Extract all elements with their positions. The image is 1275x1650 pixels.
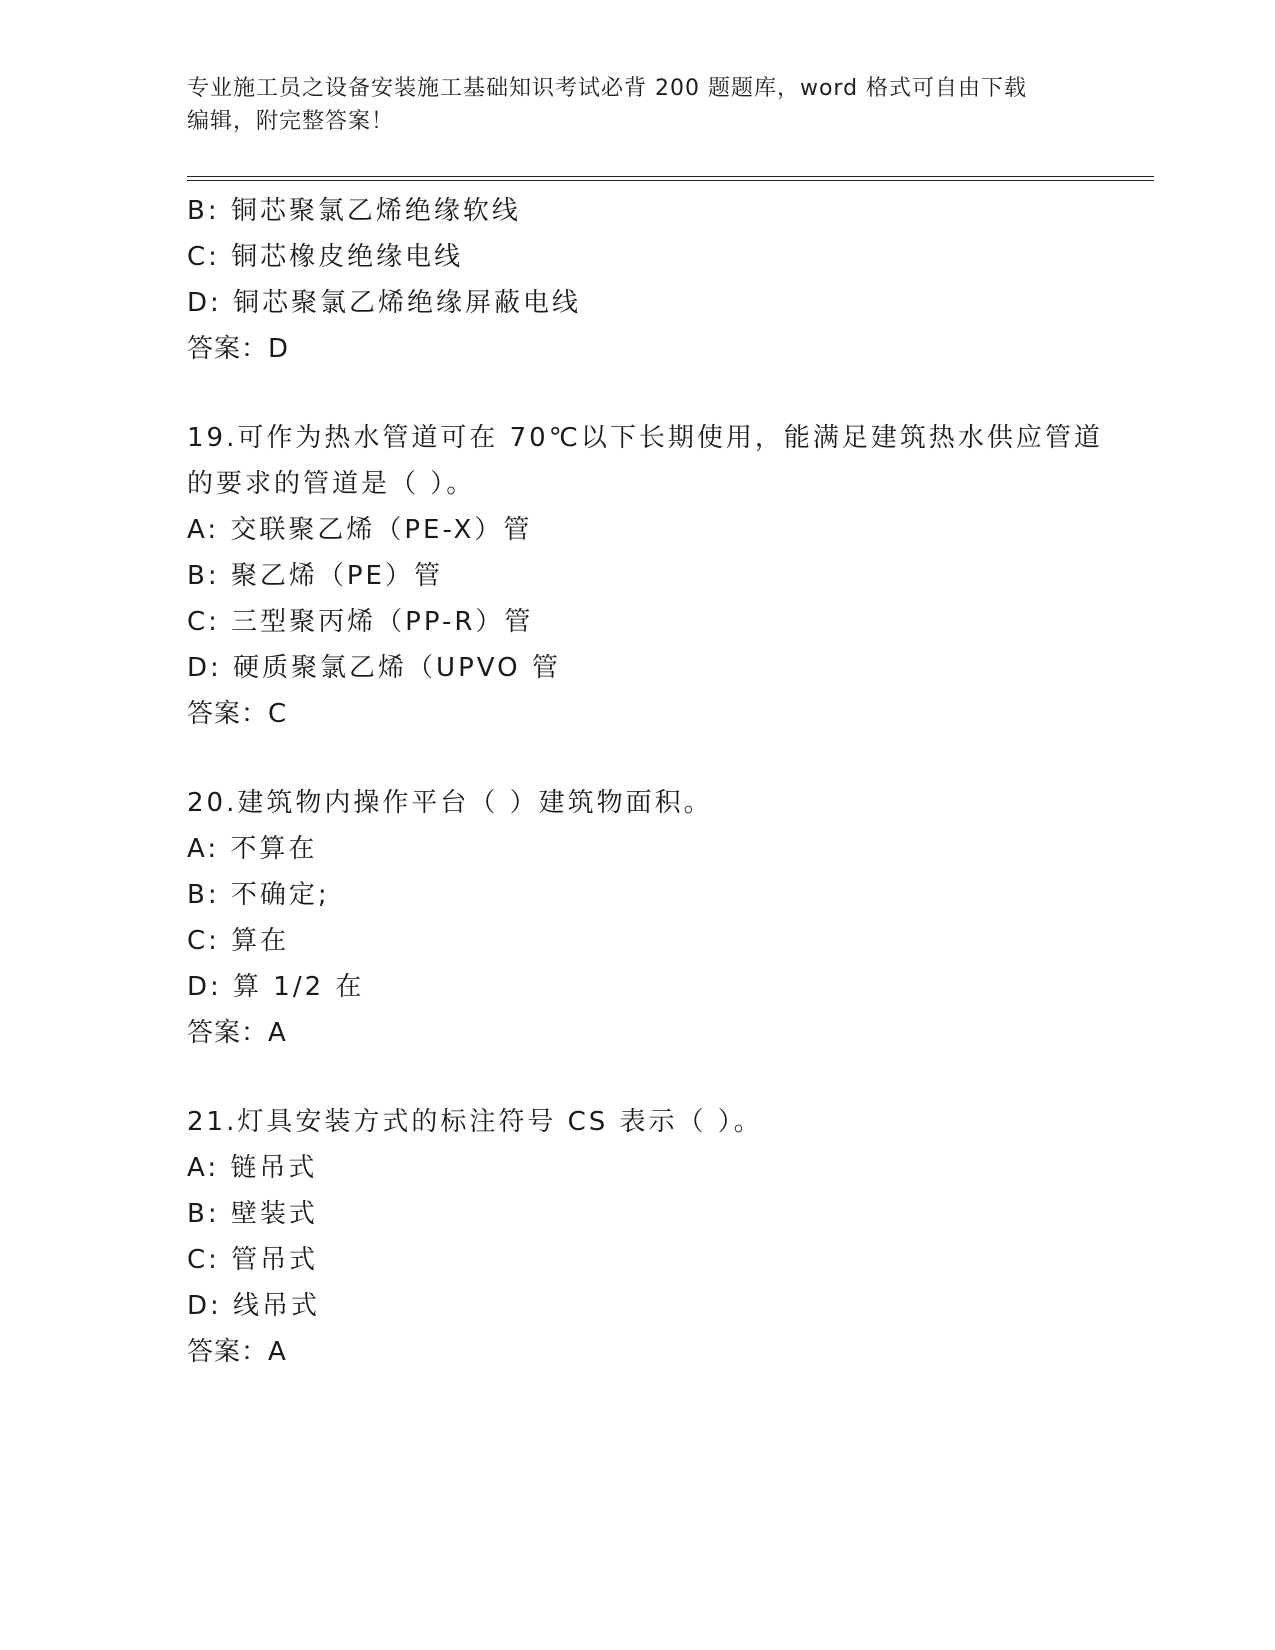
- option-a: A: 交联聚乙烯（PE-X）管: [187, 515, 533, 545]
- question-text-line-1: 20.建筑物内操作平台（ ）建筑物面积。: [187, 788, 713, 818]
- option-c: C: 三型聚丙烯（PP-R）管: [187, 607, 534, 637]
- option-d: D: 硬质聚氯乙烯（UPVO 管: [187, 653, 561, 683]
- option-c: C: 管吊式: [187, 1245, 319, 1275]
- question-text-line-1: 19.可作为热水管道可在 70℃以下长期使用，能满足建筑热水供应管道: [187, 423, 1103, 453]
- question-text-line-1: 21.灯具安装方式的标注符号 CS 表示（ ）。: [187, 1107, 763, 1137]
- option-b: B: 壁装式: [187, 1199, 318, 1229]
- option-b: B: 铜芯聚氯乙烯绝缘软线: [187, 196, 521, 226]
- block-spacer: [187, 1056, 1154, 1099]
- question-block-20: [187, 780, 1154, 1056]
- block-spacer: [187, 737, 1154, 780]
- answer-label: 答案：D: [187, 334, 290, 364]
- option-a: A: 链吊式: [187, 1153, 318, 1183]
- option-c: C: 算在: [187, 926, 290, 956]
- question-list: [187, 188, 1154, 1375]
- question-block-19: [187, 415, 1154, 737]
- option-a: A: 不算在: [187, 834, 318, 864]
- answer-label: 答案：A: [187, 1337, 287, 1367]
- answer-label: 答案：C: [187, 699, 288, 729]
- option-b: B: 聚乙烯（PE）管: [187, 561, 443, 591]
- option-d: D: 线吊式: [187, 1291, 321, 1321]
- option-d: D: 铜芯聚氯乙烯绝缘屏蔽电线: [187, 288, 582, 318]
- option-c: C: 铜芯橡皮绝缘电线: [187, 242, 464, 272]
- option-d: D: 算 1/2 在: [187, 972, 365, 1002]
- header-line-1: 专业施工员之设备安装施工基础知识考试必背 200 题题库，word 格式可自由下载: [187, 76, 1028, 101]
- block-spacer: [187, 372, 1154, 415]
- header-divider: [187, 176, 1154, 181]
- question-block-18-continued: [187, 188, 1154, 372]
- question-text-line-2: 的要求的管道是（ ）。: [187, 469, 476, 499]
- answer-label: 答案：A: [187, 1018, 287, 1048]
- question-block-21: [187, 1099, 1154, 1375]
- page-header: [187, 72, 1087, 138]
- header-line-2: 编辑，附完整答案！: [187, 109, 395, 134]
- option-b: B: 不确定;: [187, 880, 330, 910]
